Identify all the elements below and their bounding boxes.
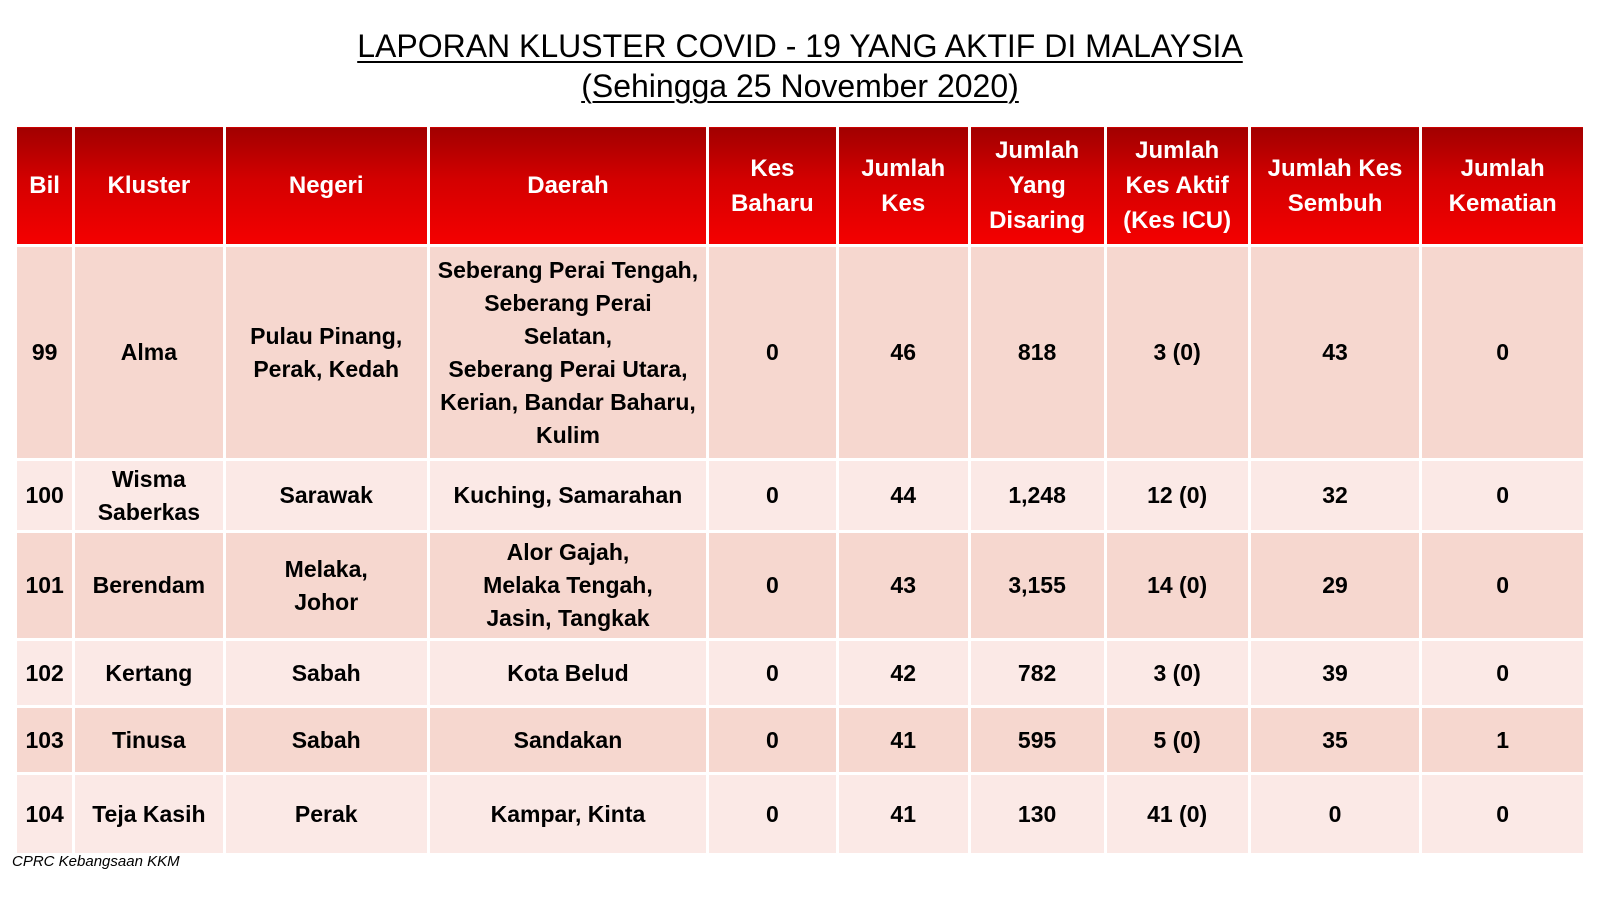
table-row <box>16 774 1585 855</box>
cell-jumlah-kes: 42 <box>837 640 969 707</box>
header-kes-aktif: Jumlah Kes Aktif (Kes ICU) <box>1105 126 1249 246</box>
header-kematian: Jumlah Kematian <box>1421 126 1585 246</box>
cell-negeri: Pulau Pinang, Perak, Kedah <box>224 246 428 460</box>
cell-daerah: Seberang Perai Tengah, Seberang Perai Selatan, Seberang Perai Utara, Kerian, Bandar Baharu, Kulim <box>428 246 707 460</box>
cell-kes-baharu: 0 <box>707 532 837 640</box>
cell-kluster: Kertang <box>74 640 224 707</box>
header-bil: Bil <box>16 126 74 246</box>
cell-kes-sembuh: 35 <box>1249 707 1421 774</box>
cell-kes-sembuh: 32 <box>1249 460 1421 532</box>
cell-kematian: 0 <box>1421 532 1585 640</box>
cell-daerah: Sandakan <box>428 707 707 774</box>
cell-jumlah-kes: 41 <box>837 774 969 855</box>
cell-daerah: Kuching, Samarahan <box>428 460 707 532</box>
cell-bil: 103 <box>16 707 74 774</box>
title-line-1: LAPORAN KLUSTER COVID - 19 YANG AKTIF DI MALAYSIA <box>357 28 1243 64</box>
cell-kluster: Alma <box>74 246 224 460</box>
cell-kes-baharu: 0 <box>707 246 837 460</box>
cell-kes-sembuh: 0 <box>1249 774 1421 855</box>
cell-jumlah-disaring: 595 <box>969 707 1105 774</box>
cell-kematian: 1 <box>1421 707 1585 774</box>
header-daerah: Daerah <box>428 126 707 246</box>
table-row <box>16 246 1585 460</box>
cell-bil: 99 <box>16 246 74 460</box>
cell-kes-aktif: 12 (0) <box>1105 460 1249 532</box>
source-footnote: CPRC Kebangsaan KKM <box>12 853 180 870</box>
cell-jumlah-kes: 44 <box>837 460 969 532</box>
cell-kluster: Berendam <box>74 532 224 640</box>
cell-jumlah-disaring: 130 <box>969 774 1105 855</box>
cell-kes-aktif: 3 (0) <box>1105 246 1249 460</box>
cell-negeri: Melaka, Johor <box>224 532 428 640</box>
cell-kematian: 0 <box>1421 640 1585 707</box>
cell-kes-sembuh: 29 <box>1249 532 1421 640</box>
cell-kematian: 0 <box>1421 246 1585 460</box>
cell-daerah: Alor Gajah, Melaka Tengah, Jasin, Tangkak <box>428 532 707 640</box>
cell-kes-aktif: 41 (0) <box>1105 774 1249 855</box>
cell-kluster: Tinusa <box>74 707 224 774</box>
cell-daerah: Kota Belud <box>428 640 707 707</box>
cell-jumlah-disaring: 818 <box>969 246 1105 460</box>
cell-jumlah-kes: 43 <box>837 532 969 640</box>
cell-kes-sembuh: 39 <box>1249 640 1421 707</box>
cell-jumlah-disaring: 3,155 <box>969 532 1105 640</box>
header-kluster: Kluster <box>74 126 224 246</box>
cell-kes-baharu: 0 <box>707 707 837 774</box>
cell-kes-aktif: 5 (0) <box>1105 707 1249 774</box>
cell-negeri: Perak <box>224 774 428 855</box>
cell-jumlah-kes: 41 <box>837 707 969 774</box>
cell-kes-aktif: 14 (0) <box>1105 532 1249 640</box>
cell-bil: 102 <box>16 640 74 707</box>
cell-kes-baharu: 0 <box>707 774 837 855</box>
title-line-2: (Sehingga 25 November 2020) <box>581 68 1019 104</box>
cell-kluster: Wisma Saberkas <box>74 460 224 532</box>
cell-daerah: Kampar, Kinta <box>428 774 707 855</box>
table-row <box>16 532 1585 640</box>
cluster-table <box>14 124 1586 856</box>
cell-kematian: 0 <box>1421 460 1585 532</box>
header-kes-baharu: Kes Baharu <box>707 126 837 246</box>
cell-negeri: Sabah <box>224 707 428 774</box>
table-row <box>16 707 1585 774</box>
cell-negeri: Sarawak <box>224 460 428 532</box>
header-kes-sembuh: Jumlah Kes Sembuh <box>1249 126 1421 246</box>
cell-jumlah-kes: 46 <box>837 246 969 460</box>
header-negeri: Negeri <box>224 126 428 246</box>
cell-kes-sembuh: 43 <box>1249 246 1421 460</box>
cell-kluster: Teja Kasih <box>74 774 224 855</box>
cell-jumlah-disaring: 782 <box>969 640 1105 707</box>
cell-jumlah-disaring: 1,248 <box>969 460 1105 532</box>
cell-kes-baharu: 0 <box>707 640 837 707</box>
cell-bil: 104 <box>16 774 74 855</box>
table-row <box>16 460 1585 532</box>
header-jumlah-kes: Jumlah Kes <box>837 126 969 246</box>
header-jumlah-disaring: Jumlah Yang Disaring <box>969 126 1105 246</box>
cell-kes-baharu: 0 <box>707 460 837 532</box>
cell-bil: 101 <box>16 532 74 640</box>
cell-kes-aktif: 3 (0) <box>1105 640 1249 707</box>
page-title <box>0 26 1600 106</box>
table-header-row <box>16 126 1585 246</box>
cell-negeri: Sabah <box>224 640 428 707</box>
table-row <box>16 640 1585 707</box>
cell-bil: 100 <box>16 460 74 532</box>
cell-kematian: 0 <box>1421 774 1585 855</box>
